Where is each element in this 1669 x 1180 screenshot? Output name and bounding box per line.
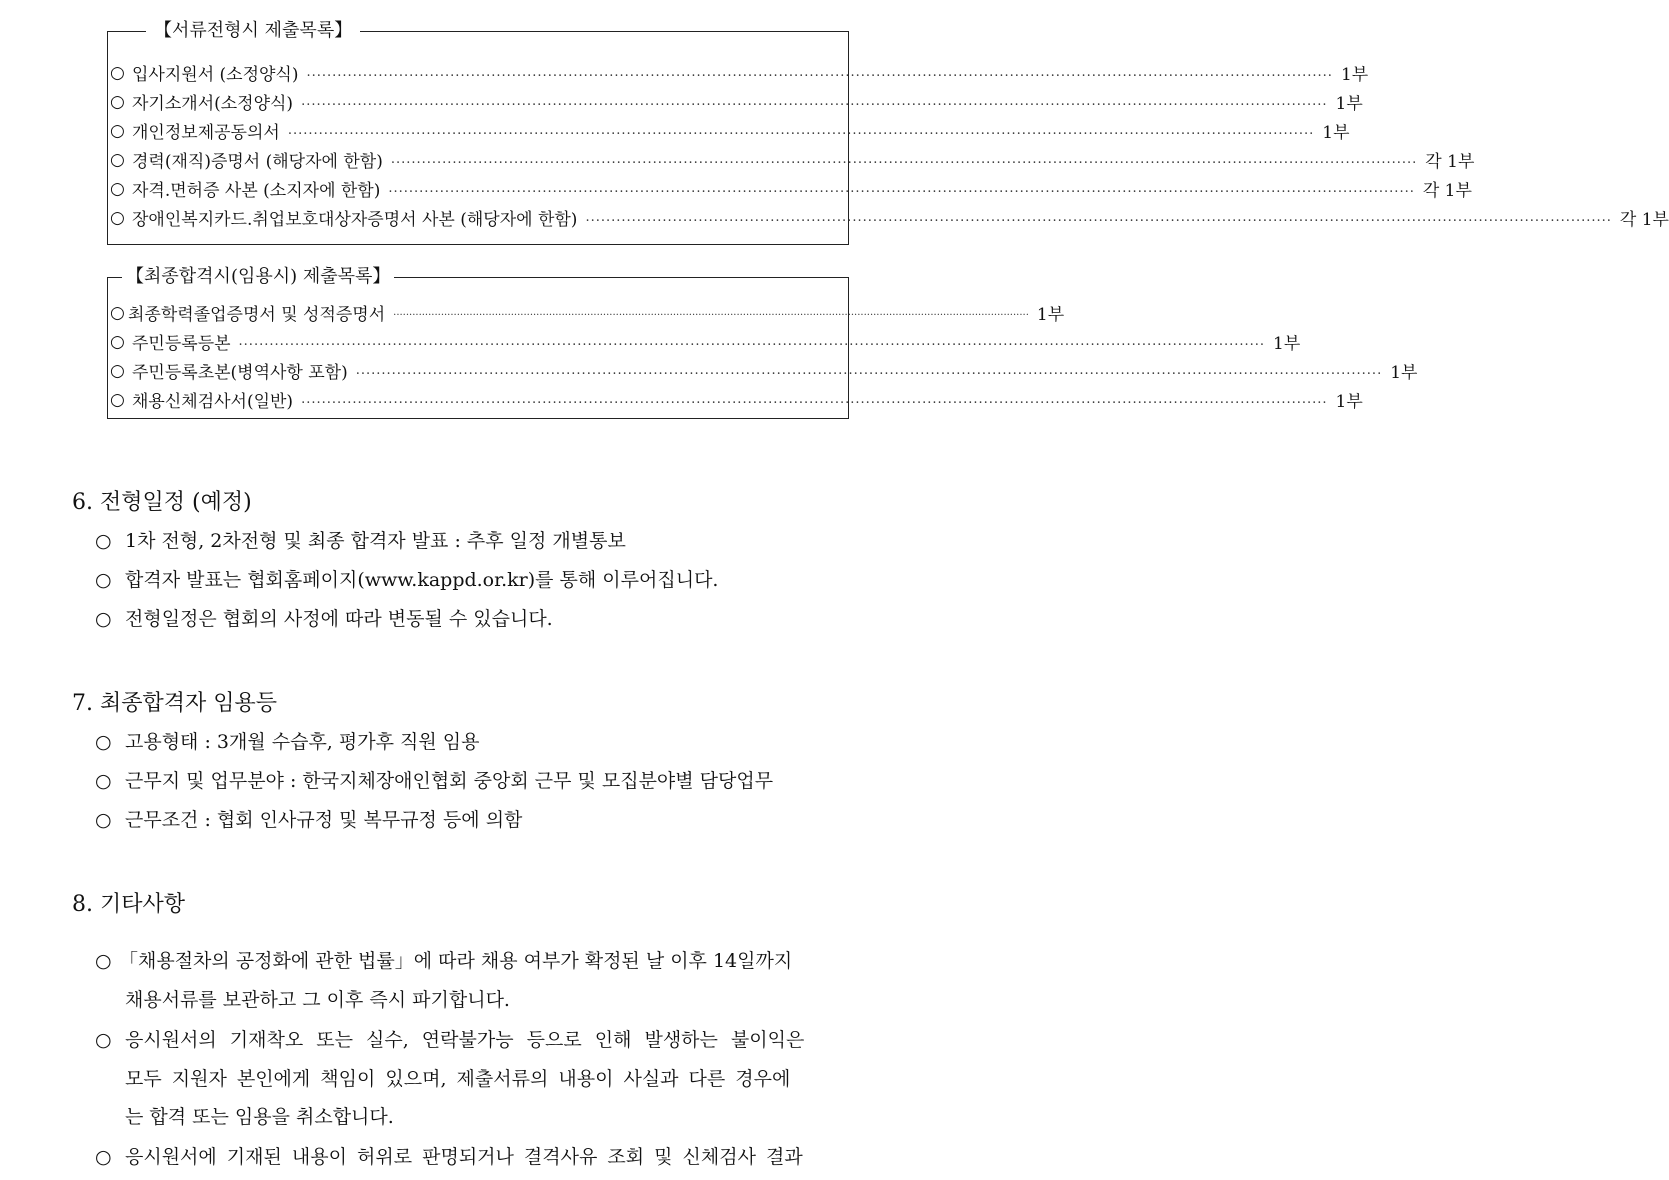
item-qty: 각 1부 bbox=[1422, 181, 1472, 201]
list-item: ○ 고용형태 : 3개월 수습후, 평가후 직원 임용 bbox=[95, 731, 480, 753]
item-label: 주민등록등본 bbox=[132, 334, 231, 354]
leader-dots: ........................................................................................................................................................................................................ bbox=[585, 210, 1612, 225]
list-item-continuation: 채용서류를 보관하고 그 이후 즉시 파기합니다. bbox=[125, 989, 510, 1011]
section-7-heading: 7. 최종합격자 임용등 bbox=[72, 691, 277, 716]
item-qty: 1부 bbox=[1340, 65, 1369, 85]
item-label: 입사지원서 (소정양식) bbox=[132, 65, 299, 85]
list-item: ○ 자격.면허증 사본 (소지자에 한함) ........................................................................................................................................................................................................ 각 1부 bbox=[110, 174, 844, 203]
item-qty: 1부 bbox=[1335, 392, 1363, 412]
list-item: ○ 합격자 발표는 협회홈페이지(www.kappd.or.kr)를 통해 이루어집니다. bbox=[95, 569, 719, 591]
item-label: 자기소개서(소정양식) bbox=[132, 94, 294, 114]
list-item: ○ 1차 전형, 2차전형 및 최종 합격자 발표 : 추후 일정 개별통보 bbox=[95, 530, 626, 552]
item-label: 최종학력졸업증명서 및 성적증명서 bbox=[128, 305, 386, 325]
list-item: ○ 개인정보제공동의서 ........................................................................................................................................................................................................ 1부 bbox=[110, 116, 844, 145]
item-label: 주민등록초본(병역사항 포함) bbox=[132, 363, 348, 383]
leader-dots: ........................................................................................................................................................................................................ bbox=[390, 152, 1418, 167]
final-submission-title: 【최종합격시(임용시) 제출목록】 bbox=[122, 264, 394, 290]
item-qty: 1부 bbox=[1335, 94, 1363, 114]
leader-dots: ........................................................................................................................................................................................................ bbox=[301, 94, 1328, 109]
list-item: ○ 장애인복지카드.취업보호대상자증명서 사본 (해당자에 한함) ........................................................................................................................................................................................................ 각 1부 bbox=[110, 203, 844, 232]
list-item: ○ 근무지 및 업무분야 : 한국지체장애인협회 중앙회 근무 및 모집분야별 담당업무 bbox=[95, 770, 774, 792]
list-item-continuation: 모두 지원자 본인에게 책임이 있으며, 제출서류의 내용이 사실과 다른 경우에 bbox=[125, 1068, 791, 1090]
list-item: ○ 경력(재직)증명서 (해당자에 한함) ........................................................................................................................................................................................................ 각 1부 bbox=[110, 145, 844, 174]
leader-dots: ........................................................................................................................................................................................................ bbox=[287, 123, 1315, 138]
section-6-heading: 6. 전형일정 (예정) bbox=[72, 490, 252, 515]
item-qty: 1부 bbox=[1273, 334, 1301, 354]
list-item: ○ 전형일정은 협회의 사정에 따라 변동될 수 있습니다. bbox=[95, 608, 553, 630]
leader-dots: ........................................................................................................................................................................................................ bbox=[388, 181, 1415, 196]
leader-dots: ........................................................................................................................................................................................................ bbox=[301, 392, 1328, 407]
leader-dots: ........................................................................................................................................................................................................ bbox=[306, 65, 1333, 80]
list-item: ○ 응시원서의 기재착오 또는 실수, 연락불가능 등으로 인해 발생하는 불이익은 bbox=[95, 1029, 805, 1051]
item-qty: 1부 bbox=[1036, 305, 1065, 325]
list-item: ○ 「채용절차의 공정화에 관한 법률」에 따라 채용 여부가 확정된 날 이후 14일까지 bbox=[95, 950, 793, 972]
list-item: ○ 근무조건 : 협회 인사규정 및 복무규정 등에 의함 bbox=[95, 809, 523, 831]
item-qty: 각 1부 bbox=[1425, 152, 1475, 172]
document-submission-title: 【서류전형시 제출목록】 bbox=[146, 18, 360, 44]
leader-dots: ........................................................................................................................................................................................................ bbox=[355, 363, 1383, 378]
section-8-heading: 8. 기타사항 bbox=[72, 892, 185, 917]
list-item: ○ 주민등록초본(병역사항 포함) ........................................................................................................................................................................................................ 1부 bbox=[110, 356, 844, 385]
item-qty: 각 1부 bbox=[1619, 210, 1669, 230]
list-item: ○ 자기소개서(소정양식) ........................................................................................................................................................................................................ 1부 bbox=[110, 87, 844, 116]
leader-dots: ........................................................................................................................................................................................................ bbox=[393, 307, 1029, 318]
list-item: ○ 최종학력졸업증명서 및 성적증명서 ........................................................................................................................................................................................................ 1부 bbox=[110, 298, 844, 327]
item-label: 채용신체검사서(일반) bbox=[132, 392, 294, 412]
item-label: 경력(재직)증명서 (해당자에 한함) bbox=[132, 152, 383, 172]
list-item: ○ 채용신체검사서(일반) ........................................................................................................................................................................................................ 1부 bbox=[110, 385, 844, 414]
item-label: 자격.면허증 사본 (소지자에 한함) bbox=[132, 181, 381, 201]
leader-dots: ........................................................................................................................................................................................................ bbox=[238, 334, 1266, 349]
item-label: 개인정보제공동의서 bbox=[132, 123, 280, 143]
final-submission-box bbox=[107, 266, 1418, 419]
item-qty: 1부 bbox=[1322, 123, 1350, 143]
list-item-continuation: 는 합격 또는 임용을 취소합니다. bbox=[125, 1106, 394, 1128]
list-item: ○ 응시원서에 기재된 내용이 허위로 판명되거나 결격사유 조회 및 신체검사 결과 bbox=[95, 1146, 803, 1168]
item-label: 장애인복지카드.취업보호대상자증명서 사본 (해당자에 한함) bbox=[132, 210, 578, 230]
list-item: ○ 주민등록등본 ........................................................................................................................................................................................................ 1부 bbox=[110, 327, 844, 356]
document-submission-box bbox=[107, 20, 1669, 245]
item-qty: 1부 bbox=[1390, 363, 1418, 383]
list-item: ○ 입사지원서 (소정양식) ........................................................................................................................................................................................................ 1부 bbox=[110, 58, 844, 87]
